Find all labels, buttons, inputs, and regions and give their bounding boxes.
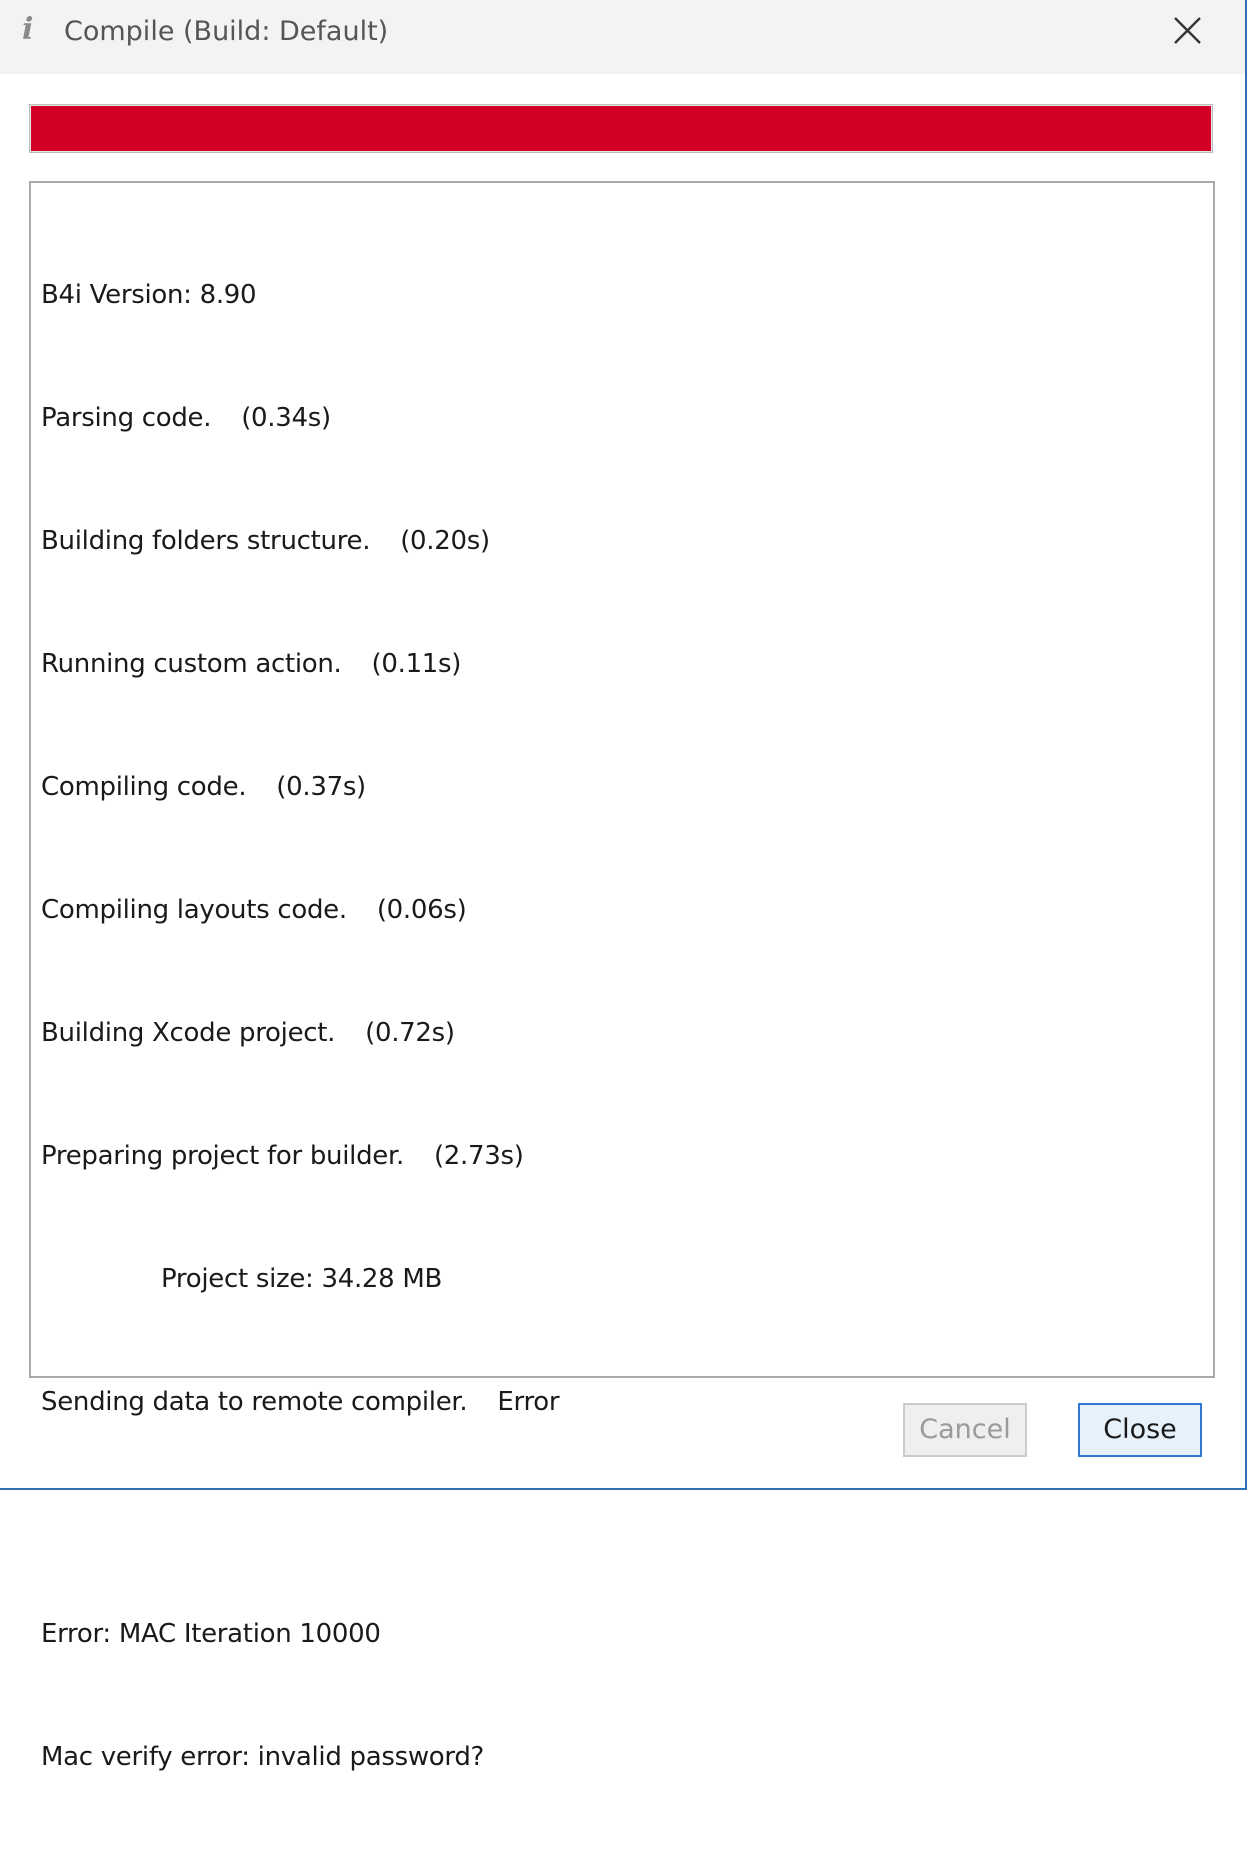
log-line: Project size: 34.28 MB bbox=[161, 1264, 443, 1294]
log-line-error: Error: MAC Iteration 10000 bbox=[41, 1619, 381, 1649]
log-line-error: Mac verify error: invalid password? bbox=[41, 1742, 485, 1772]
log-timing: (0.34s) bbox=[241, 403, 331, 433]
close-button[interactable]: Close bbox=[1078, 1403, 1202, 1457]
progress-bar bbox=[29, 104, 1213, 153]
log-timing: (2.73s) bbox=[433, 1141, 524, 1171]
progress-bar-fill bbox=[31, 106, 1211, 151]
log-line: Compiling code. (0.37s) bbox=[41, 772, 366, 802]
log-line: Parsing code. (0.34s) bbox=[41, 403, 331, 433]
log-line-blank bbox=[41, 1505, 1203, 1532]
log-line: B4i Version: 8.90 bbox=[41, 280, 257, 310]
log-line: Building Xcode project. (0.72s) bbox=[41, 1018, 455, 1048]
log-timing: (0.37s) bbox=[276, 772, 366, 802]
log-line: Sending data to remote compiler. Error bbox=[41, 1387, 560, 1417]
log-timing: (0.11s) bbox=[371, 649, 462, 679]
log-line: Compiling layouts code. (0.06s) bbox=[41, 895, 467, 925]
compile-log-lines bbox=[41, 193, 1203, 1860]
log-line: Preparing project for builder. (2.73s) bbox=[41, 1141, 524, 1171]
log-timing: (0.06s) bbox=[376, 895, 467, 925]
log-timing: (0.20s) bbox=[400, 526, 490, 556]
close-icon[interactable] bbox=[1162, 6, 1214, 54]
info-icon: i bbox=[22, 12, 34, 47]
log-timing: (0.72s) bbox=[365, 1018, 455, 1048]
title-bar bbox=[0, 0, 1245, 74]
log-line: Building folders structure. (0.20s) bbox=[41, 526, 490, 556]
log-status-error: Error bbox=[497, 1387, 560, 1417]
log-line: Running custom action. (0.11s) bbox=[41, 649, 462, 679]
cancel-button[interactable]: Cancel bbox=[903, 1403, 1027, 1457]
window-title: Compile (Build: Default) bbox=[64, 16, 389, 47]
